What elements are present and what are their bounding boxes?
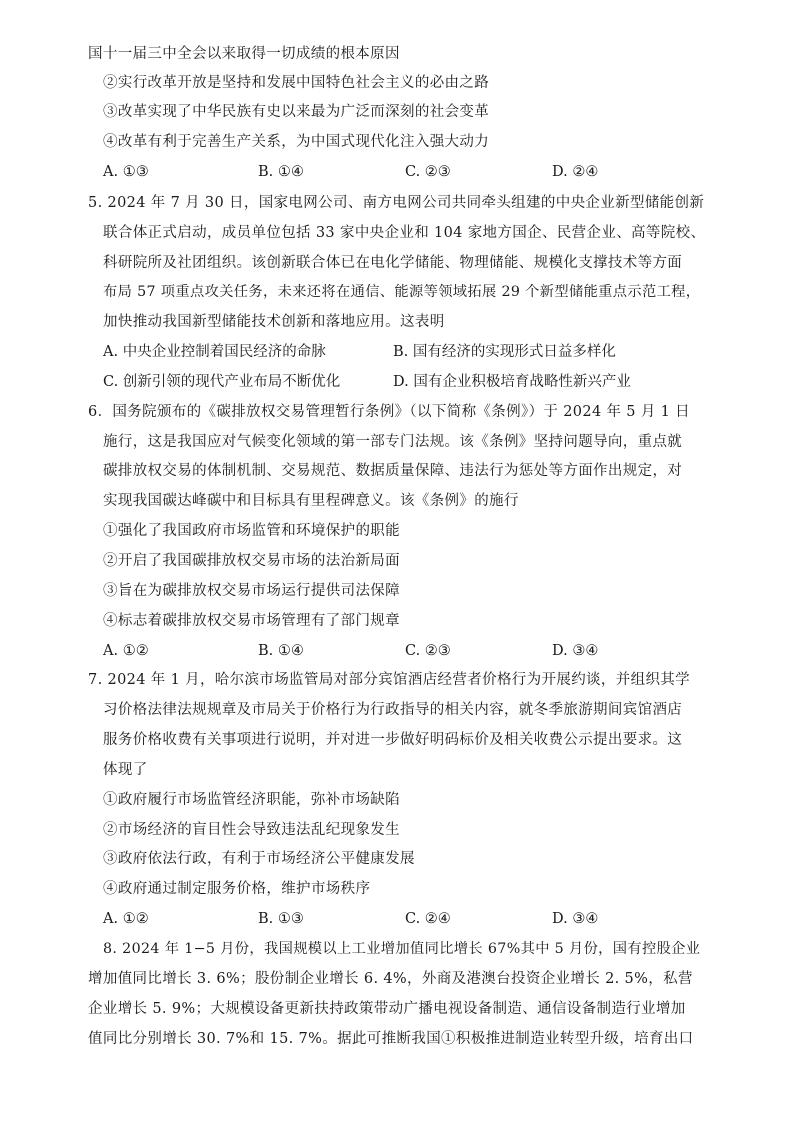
q4-item-2: ②实行改革开放是坚持和发展中国特色社会主义的必由之路 — [103, 75, 490, 91]
q7-item-3: ③政府依法行政，有利于市场经济公平健康发展 — [103, 851, 415, 867]
q4-option-b: B. ①④ — [258, 164, 304, 180]
q5-stem-line-3: 科研院所及社团组织。该创新联合体已在电化学储能、物理储能、规模化支撑技术等方面 — [103, 255, 683, 271]
q5-option-a: A. 中央企业控制着国民经济的命脉 — [103, 344, 326, 360]
q7-stem-line-2: 习价格法律法规规章及市局关于价格行为行政指导的相关内容，就冬季旅游期间宾馆酒店 — [103, 702, 683, 718]
q7-item-1: ①政府履行市场监管经济职能，弥补市场缺陷 — [103, 792, 400, 808]
q6-stem-line-2: 施行，这是我国应对气候变化领域的第一部专门法规。该《条例》坚持问题导向，重点就 — [103, 434, 683, 450]
q7-stem-line-1: 7. 2024 年 1 月，哈尔滨市场监管局对部分宾馆酒店经营者价格行为开展约谈，并组织其学 — [88, 672, 690, 688]
q6-option-d: D. ③④ — [552, 643, 599, 659]
q5-stem-line-5: 加快推动我国新型储能技术创新和落地应用。这表明 — [103, 314, 445, 330]
q4-option-c: C. ②③ — [405, 164, 451, 180]
q6-option-a: A. ①② — [103, 643, 149, 659]
q6-option-c: C. ②③ — [405, 643, 451, 659]
q5-stem-line-4: 布局 57 项重点攻关任务，未来还将在通信、能源等领域拓展 29 个新型储能重点示范工程， — [103, 284, 701, 300]
q7-stem-line-3: 服务价格收费有关事项进行说明，并对进一步做好明码标价及相关收费公示提出要求。这 — [103, 732, 683, 748]
q8-stem-line-4: 值同比分别增长 30. 7%和 15. 7%。据此可推断我国①积极推进制造业转型升级，培育出口 — [88, 1031, 694, 1047]
q6-stem-line-3: 碳排放权交易的体制机制、交易规范、数据质量保障、违法行为惩处等方面作出规定，对 — [103, 463, 683, 479]
q6-stem-line-4: 实现我国碳达峰碳中和目标具有里程碑意义。该《条例》的施行 — [103, 493, 519, 509]
q6-item-4: ④标志着碳排放权交易市场管理有了部门规章 — [103, 613, 400, 629]
q8-stem-line-1: 8. 2024 年 1−5 月份，我国规模以上工业增加值同比增长 67%其中 5 月份，国有控股企业 — [103, 941, 701, 957]
q6-item-1: ①强化了我国政府市场监管和环境保护的职能 — [103, 523, 400, 539]
q5-stem-line-2: 联合体正式启动，成员单位包括 33 家中央企业和 104 家地方国企、民营企业、高等院校、 — [103, 225, 706, 241]
q4-stem-tail: 国十一届三中全会以来取得一切成绩的根本原因 — [88, 46, 400, 62]
q7-item-2: ②市场经济的盲目性会导致违法乱纪现象发生 — [103, 822, 400, 838]
q7-stem-line-4: 体现了 — [103, 762, 148, 778]
q4-option-a: A. ①③ — [103, 164, 149, 180]
q5-stem-line-1: 5. 2024 年 7 月 30 日，国家电网公司、南方电网公司共同牵头组建的中央企业新型储能创新 — [88, 195, 705, 211]
q6-item-2: ②开启了我国碳排放权交易市场的法治新局面 — [103, 553, 400, 569]
q7-item-4: ④政府通过制定服务价格，维护市场秩序 — [103, 881, 371, 897]
q4-option-d: D. ②④ — [552, 164, 599, 180]
q7-option-c: C. ②④ — [405, 911, 451, 927]
q6-item-3: ③旨在为碳排放权交易市场运行提供司法保障 — [103, 583, 400, 599]
q5-option-c: C. 创新引领的现代产业布局不断优化 — [103, 374, 341, 390]
q8-stem-line-2: 增加值同比增长 3. 6%；股份制企业增长 6. 4%，外商及港澳台投资企业增长 2. 5%，私营 — [88, 971, 693, 987]
q4-item-3: ③改革实现了中华民族有史以来最为广泛而深刻的社会变革 — [103, 104, 490, 120]
q7-option-d: D. ③④ — [552, 911, 599, 927]
q7-option-a: A. ①② — [103, 911, 149, 927]
q6-option-b: B. ①④ — [258, 643, 304, 659]
q6-stem-line-1: 6．国务院颁布的《碳排放权交易管理暂行条例》（以下简称《条例》）于 2024 年 5 月 1 日 — [88, 404, 691, 420]
q4-item-4: ④改革有利于完善生产关系，为中国式现代化注入强大动力 — [103, 134, 490, 150]
q5-option-b: B. 国有经济的实现形式日益多样化 — [393, 344, 616, 360]
q7-option-b: B. ①③ — [258, 911, 304, 927]
q5-option-d: D. 国有企业积极培育战略性新兴产业 — [393, 374, 631, 390]
q8-stem-line-3: 企业增长 5. 9%；大规模设备更新扶持政策带动广播电视设备制造、通信设备制造行业增加 — [88, 1001, 686, 1017]
